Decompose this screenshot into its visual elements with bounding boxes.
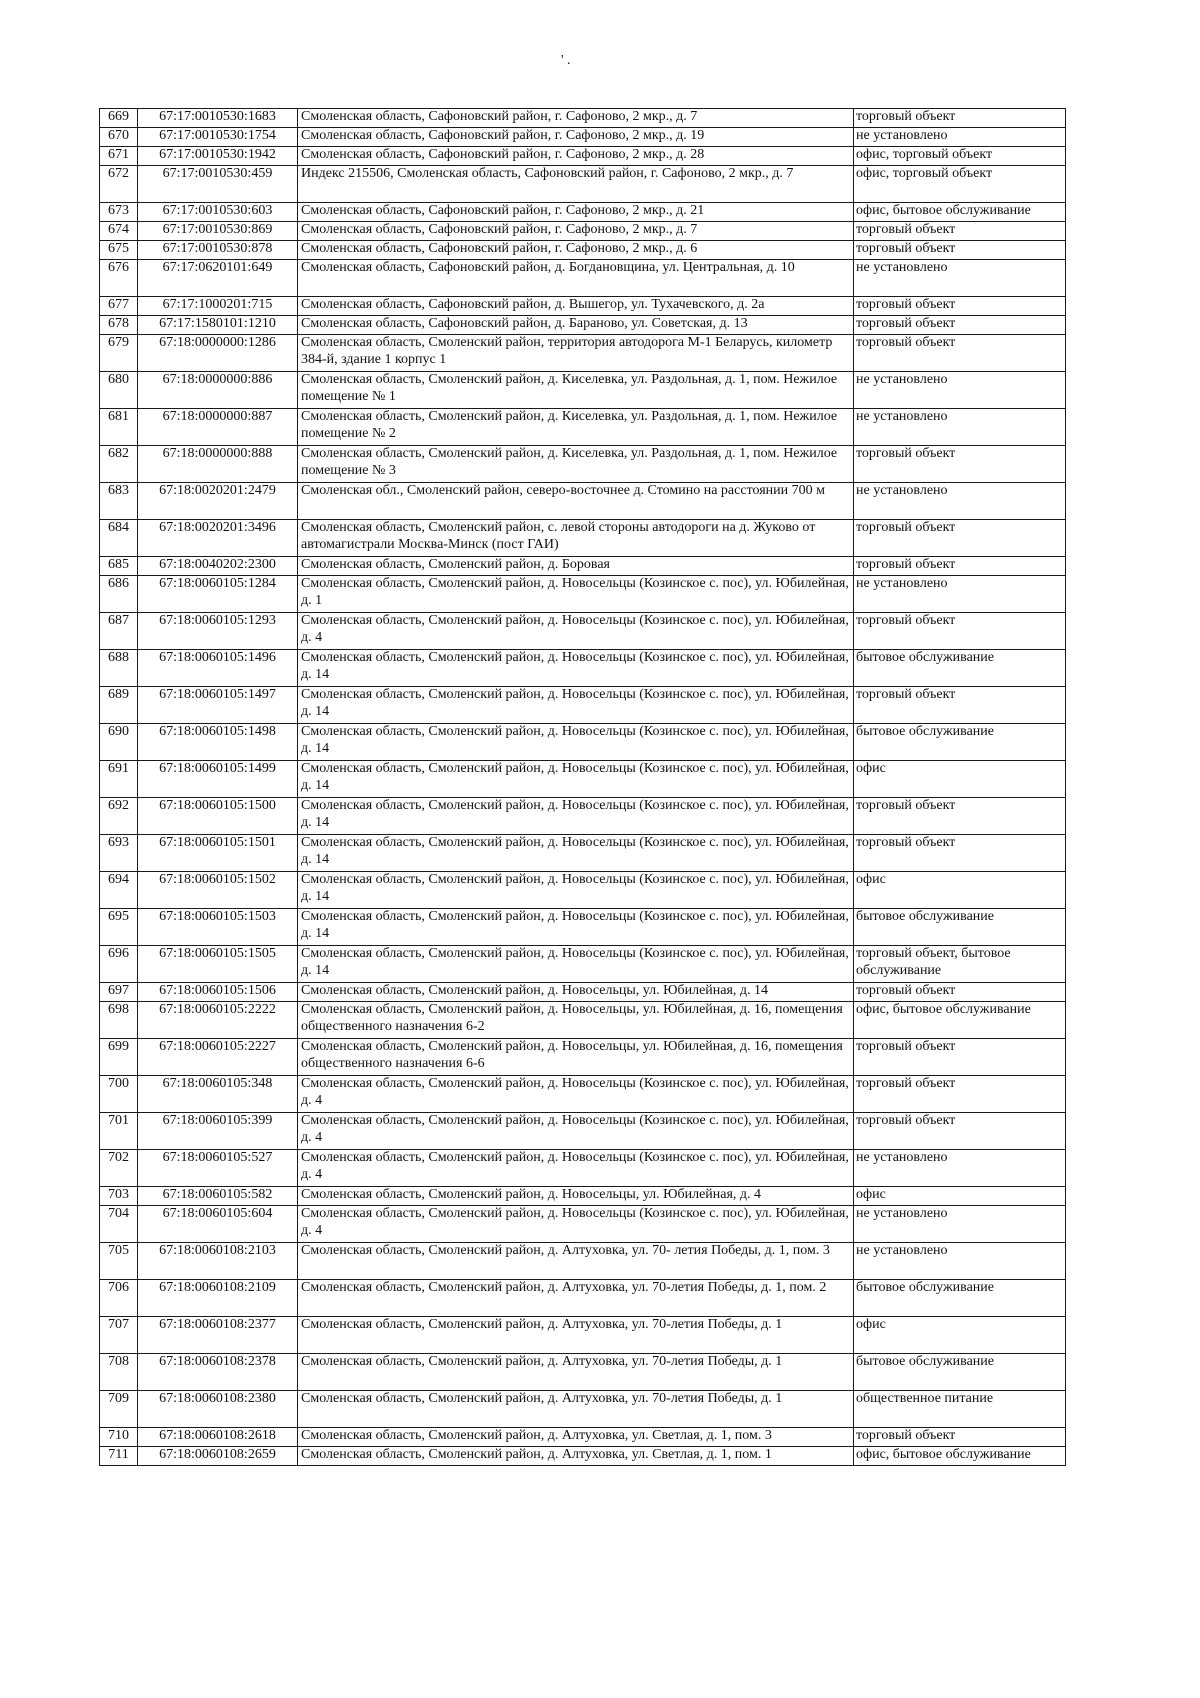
address: Смоленская область, Смоленский район, д. Киселевка, ул. Раздольная, д. 1, пом. Нежилое помещение № 1 (298, 372, 854, 409)
table-row (100, 483, 1066, 520)
table-row (100, 1113, 1066, 1150)
table-row (100, 1354, 1066, 1391)
address: Смоленская обл., Смоленский район, северо-восточнее д. Стомино на расстоянии 700 м (298, 483, 854, 520)
cadastral-number: 67:18:0000000:887 (138, 409, 298, 446)
table-row (100, 1428, 1066, 1447)
table-row (100, 260, 1066, 297)
table-row (100, 1002, 1066, 1039)
table-row (100, 1317, 1066, 1354)
address: Смоленская область, Смоленский район, д. Новосельцы (Козинское с. пос), ул. Юбилейная, д. 14 (298, 761, 854, 798)
usage-type: торговый объект (854, 557, 1066, 576)
usage-type: не установлено (854, 1150, 1066, 1187)
usage-type: торговый объект (854, 241, 1066, 260)
row-number: 700 (100, 1076, 138, 1113)
row-number: 676 (100, 260, 138, 297)
row-number: 710 (100, 1428, 138, 1447)
cadastral-number: 67:18:0000000:888 (138, 446, 298, 483)
table-row (100, 872, 1066, 909)
usage-type: торговый объект (854, 1039, 1066, 1076)
table-row (100, 946, 1066, 983)
cadastral-number: 67:18:0020201:3496 (138, 520, 298, 557)
table-body (100, 109, 1066, 1466)
row-number: 706 (100, 1280, 138, 1317)
usage-type: не установлено (854, 260, 1066, 297)
row-number: 684 (100, 520, 138, 557)
address: Смоленская область, Смоленский район, д. Новосельцы (Козинское с. пос), ул. Юбилейная, д. 14 (298, 650, 854, 687)
row-number: 678 (100, 316, 138, 335)
cadastral-number: 67:17:0010530:603 (138, 203, 298, 222)
row-number: 690 (100, 724, 138, 761)
row-number: 689 (100, 687, 138, 724)
cadastral-number: 67:18:0060105:582 (138, 1187, 298, 1206)
row-number: 691 (100, 761, 138, 798)
cadastral-number: 67:18:0060108:2103 (138, 1243, 298, 1280)
table-row (100, 761, 1066, 798)
usage-type: не установлено (854, 576, 1066, 613)
address: Смоленская область, Смоленский район, д. Новосельцы (Козинское с. пос), ул. Юбилейная, д. 4 (298, 1113, 854, 1150)
cadastral-number: 67:18:0060105:348 (138, 1076, 298, 1113)
row-number: 681 (100, 409, 138, 446)
table-row (100, 222, 1066, 241)
cadastral-number: 67:18:0060105:2222 (138, 1002, 298, 1039)
table-row (100, 1039, 1066, 1076)
address: Смоленская область, Смоленский район, д. Алтуховка, ул. Светлая, д. 1, пом. 1 (298, 1447, 854, 1466)
cadastral-number: 67:17:0010530:878 (138, 241, 298, 260)
address: Смоленская область, Смоленский район, д. Новосельцы (Козинское с. пос), ул. Юбилейная, д. 14 (298, 724, 854, 761)
cadastral-number: 67:17:0010530:1942 (138, 147, 298, 166)
address: Смоленская область, Сафоновский район, г. Сафоново, 2 мкр., д. 21 (298, 203, 854, 222)
usage-type: бытовое обслуживание (854, 724, 1066, 761)
table-row (100, 316, 1066, 335)
address: Смоленская область, Сафоновский район, г. Сафоново, 2 мкр., д. 28 (298, 147, 854, 166)
cadastral-number: 67:18:0060108:2378 (138, 1354, 298, 1391)
table-row (100, 1150, 1066, 1187)
cadastral-number: 67:17:0620101:649 (138, 260, 298, 297)
usage-type: бытовое обслуживание (854, 1354, 1066, 1391)
cadastral-number: 67:18:0060108:2380 (138, 1391, 298, 1428)
cadastral-number: 67:18:0060105:1501 (138, 835, 298, 872)
table-row (100, 835, 1066, 872)
row-number: 671 (100, 147, 138, 166)
table-row (100, 372, 1066, 409)
address: Смоленская область, Смоленский район, территория автодорога М-1 Беларусь, километр 384-й, здание 1 корпус 1 (298, 335, 854, 372)
table-row (100, 1280, 1066, 1317)
table-row (100, 109, 1066, 128)
row-number: 707 (100, 1317, 138, 1354)
usage-type: офис (854, 1317, 1066, 1354)
address: Смоленская область, Смоленский район, д. Новосельцы, ул. Юбилейная, д. 14 (298, 983, 854, 1002)
cadastral-number: 67:18:0020201:2479 (138, 483, 298, 520)
row-number: 708 (100, 1354, 138, 1391)
address: Смоленская область, Сафоновский район, г. Сафоново, 2 мкр., д. 19 (298, 128, 854, 147)
usage-type: торговый объект (854, 1076, 1066, 1113)
table-row (100, 1391, 1066, 1428)
table-row (100, 335, 1066, 372)
row-number: 702 (100, 1150, 138, 1187)
cadastral-number: 67:18:0060108:2109 (138, 1280, 298, 1317)
row-number: 692 (100, 798, 138, 835)
cadastral-number: 67:18:0060105:1293 (138, 613, 298, 650)
usage-type: торговый объект (854, 109, 1066, 128)
table-row (100, 909, 1066, 946)
usage-type: торговый объект (854, 297, 1066, 316)
usage-type: офис (854, 761, 1066, 798)
row-number: 686 (100, 576, 138, 613)
row-number: 669 (100, 109, 138, 128)
property-table (99, 108, 1066, 1466)
usage-type: торговый объект (854, 335, 1066, 372)
usage-type: офис, торговый объект (854, 147, 1066, 166)
cadastral-number: 67:17:1000201:715 (138, 297, 298, 316)
address: Смоленская область, Смоленский район, д. Новосельцы (Козинское с. пос), ул. Юбилейная, д. 14 (298, 946, 854, 983)
usage-type: торговый объект (854, 613, 1066, 650)
usage-type: офис (854, 1187, 1066, 1206)
cadastral-number: 67:18:0060105:527 (138, 1150, 298, 1187)
table-row (100, 297, 1066, 316)
address: Индекс 215506, Смоленская область, Сафоновский район, г. Сафоново, 2 мкр., д. 7 (298, 166, 854, 203)
address: Смоленская область, Смоленский район, д. Алтуховка, ул. Светлая, д. 1, пом. 3 (298, 1428, 854, 1447)
table-row (100, 1243, 1066, 1280)
cadastral-number: 67:18:0060105:604 (138, 1206, 298, 1243)
row-number: 682 (100, 446, 138, 483)
usage-type: торговый объект (854, 798, 1066, 835)
address: Смоленская область, Смоленский район, д. Новосельцы (Козинское с. пос), ул. Юбилейная, д. 14 (298, 872, 854, 909)
table-row (100, 128, 1066, 147)
usage-type: торговый объект (854, 316, 1066, 335)
row-number: 687 (100, 613, 138, 650)
usage-type: торговый объект (854, 520, 1066, 557)
cadastral-number: 67:17:0010530:1754 (138, 128, 298, 147)
usage-type: бытовое обслуживание (854, 650, 1066, 687)
row-number: 698 (100, 1002, 138, 1039)
table-row (100, 147, 1066, 166)
address: Смоленская область, Смоленский район, д. Боровая (298, 557, 854, 576)
usage-type: торговый объект (854, 1113, 1066, 1150)
table-row (100, 650, 1066, 687)
address: Смоленская область, Сафоновский район, г. Сафоново, 2 мкр., д. 7 (298, 222, 854, 241)
address: Смоленская область, Сафоновский район, д. Богдановщина, ул. Центральная, д. 10 (298, 260, 854, 297)
usage-type: торговый объект (854, 1428, 1066, 1447)
usage-type: не установлено (854, 409, 1066, 446)
table-row (100, 1076, 1066, 1113)
row-number: 672 (100, 166, 138, 203)
usage-type: офис (854, 872, 1066, 909)
usage-type: офис, торговый объект (854, 166, 1066, 203)
address: Смоленская область, Смоленский район, д. Новосельцы (Козинское с. пос), ул. Юбилейная, д. 14 (298, 909, 854, 946)
address: Смоленская область, Сафоновский район, г. Сафоново, 2 мкр., д. 7 (298, 109, 854, 128)
cadastral-number: 67:18:0060105:1499 (138, 761, 298, 798)
table-row (100, 1447, 1066, 1466)
row-number: 699 (100, 1039, 138, 1076)
cadastral-number: 67:18:0060105:1500 (138, 798, 298, 835)
row-number: 679 (100, 335, 138, 372)
usage-type: не установлено (854, 372, 1066, 409)
usage-type: не установлено (854, 128, 1066, 147)
usage-type: не установлено (854, 483, 1066, 520)
address: Смоленская область, Смоленский район, д. Киселевка, ул. Раздольная, д. 1, пом. Нежилое помещение № 2 (298, 409, 854, 446)
usage-type: торговый объект (854, 835, 1066, 872)
cadastral-number: 67:17:1580101:1210 (138, 316, 298, 335)
address: Смоленская область, Сафоновский район, д. Вышегор, ул. Тухачевского, д. 2а (298, 297, 854, 316)
address: Смоленская область, Сафоновский район, г. Сафоново, 2 мкр., д. 6 (298, 241, 854, 260)
cadastral-number: 67:18:0040202:2300 (138, 557, 298, 576)
cadastral-number: 67:18:0060105:2227 (138, 1039, 298, 1076)
address: Смоленская область, Смоленский район, д. Алтуховка, ул. 70-летия Победы, д. 1, пом. 2 (298, 1280, 854, 1317)
usage-type: торговый объект (854, 687, 1066, 724)
address: Смоленская область, Смоленский район, д. Алтуховка, ул. 70- летия Победы, д. 1, пом. 3 (298, 1243, 854, 1280)
usage-type: торговый объект (854, 446, 1066, 483)
table-row (100, 520, 1066, 557)
usage-type: офис, бытовое обслуживание (854, 203, 1066, 222)
address: Смоленская область, Смоленский район, д. Новосельцы (Козинское с. пос), ул. Юбилейная, д. 4 (298, 1076, 854, 1113)
usage-type: общественное питание (854, 1391, 1066, 1428)
cadastral-number: 67:17:0010530:1683 (138, 109, 298, 128)
row-number: 697 (100, 983, 138, 1002)
row-number: 704 (100, 1206, 138, 1243)
usage-type: торговый объект (854, 983, 1066, 1002)
row-number: 705 (100, 1243, 138, 1280)
table-row (100, 409, 1066, 446)
table-row (100, 687, 1066, 724)
usage-type: не установлено (854, 1243, 1066, 1280)
cadastral-number: 67:18:0000000:1286 (138, 335, 298, 372)
cadastral-number: 67:18:0060108:2659 (138, 1447, 298, 1466)
cadastral-number: 67:18:0060105:1496 (138, 650, 298, 687)
row-number: 673 (100, 203, 138, 222)
cadastral-number: 67:18:0060108:2377 (138, 1317, 298, 1354)
page-mark: ' . (561, 53, 571, 68)
cadastral-number: 67:18:0060105:1497 (138, 687, 298, 724)
cadastral-number: 67:17:0010530:869 (138, 222, 298, 241)
table-row (100, 557, 1066, 576)
cadastral-number: 67:17:0010530:459 (138, 166, 298, 203)
address: Смоленская область, Смоленский район, д. Новосельцы (Козинское с. пос), ул. Юбилейная, д. 4 (298, 1206, 854, 1243)
address: Смоленская область, Смоленский район, д. Алтуховка, ул. 70-летия Победы, д. 1 (298, 1391, 854, 1428)
address: Смоленская область, Сафоновский район, д. Бараново, ул. Советская, д. 13 (298, 316, 854, 335)
usage-type: не установлено (854, 1206, 1066, 1243)
address: Смоленская область, Смоленский район, д. Алтуховка, ул. 70-летия Победы, д. 1 (298, 1317, 854, 1354)
address: Смоленская область, Смоленский район, д. Новосельцы, ул. Юбилейная, д. 16, помещения общественного назначения 6-2 (298, 1002, 854, 1039)
address: Смоленская область, Смоленский район, с. левой стороны автодороги на д. Жуково от автомагистрали Москва-Минск (пост ГАИ) (298, 520, 854, 557)
usage-type: торговый объект, бытовое обслуживание (854, 946, 1066, 983)
cadastral-number: 67:18:0060105:1505 (138, 946, 298, 983)
usage-type: бытовое обслуживание (854, 909, 1066, 946)
address: Смоленская область, Смоленский район, д. Новосельцы (Козинское с. пос), ул. Юбилейная, д. 14 (298, 798, 854, 835)
address: Смоленская область, Смоленский район, д. Новосельцы (Козинское с. пос), ул. Юбилейная, д. 14 (298, 835, 854, 872)
row-number: 701 (100, 1113, 138, 1150)
row-number: 683 (100, 483, 138, 520)
address: Смоленская область, Смоленский район, д. Алтуховка, ул. 70-летия Победы, д. 1 (298, 1354, 854, 1391)
table-row (100, 576, 1066, 613)
address: Смоленская область, Смоленский район, д. Новосельцы (Козинское с. пос), ул. Юбилейная, д. 1 (298, 576, 854, 613)
row-number: 695 (100, 909, 138, 946)
row-number: 694 (100, 872, 138, 909)
row-number: 696 (100, 946, 138, 983)
address: Смоленская область, Смоленский район, д. Новосельцы, ул. Юбилейная, д. 4 (298, 1187, 854, 1206)
cadastral-number: 67:18:0060105:1503 (138, 909, 298, 946)
table-row (100, 1187, 1066, 1206)
cadastral-number: 67:18:0000000:886 (138, 372, 298, 409)
row-number: 709 (100, 1391, 138, 1428)
table-row (100, 724, 1066, 761)
row-number: 711 (100, 1447, 138, 1466)
usage-type: бытовое обслуживание (854, 1280, 1066, 1317)
usage-type: офис, бытовое обслуживание (854, 1002, 1066, 1039)
row-number: 685 (100, 557, 138, 576)
cadastral-number: 67:18:0060105:1502 (138, 872, 298, 909)
row-number: 703 (100, 1187, 138, 1206)
row-number: 693 (100, 835, 138, 872)
address: Смоленская область, Смоленский район, д. Новосельцы (Козинское с. пос), ул. Юбилейная, д. 14 (298, 687, 854, 724)
table-row (100, 798, 1066, 835)
table-row (100, 983, 1066, 1002)
table-row (100, 613, 1066, 650)
address: Смоленская область, Смоленский район, д. Новосельцы, ул. Юбилейная, д. 16, помещения общественного назначения 6-6 (298, 1039, 854, 1076)
row-number: 675 (100, 241, 138, 260)
cadastral-number: 67:18:0060105:399 (138, 1113, 298, 1150)
table-row (100, 1206, 1066, 1243)
usage-type: офис, бытовое обслуживание (854, 1447, 1066, 1466)
usage-type: торговый объект (854, 222, 1066, 241)
row-number: 677 (100, 297, 138, 316)
address: Смоленская область, Смоленский район, д. Новосельцы (Козинское с. пос), ул. Юбилейная, д. 4 (298, 613, 854, 650)
row-number: 670 (100, 128, 138, 147)
cadastral-number: 67:18:0060105:1498 (138, 724, 298, 761)
address: Смоленская область, Смоленский район, д. Новосельцы (Козинское с. пос), ул. Юбилейная, д. 4 (298, 1150, 854, 1187)
row-number: 674 (100, 222, 138, 241)
table-row (100, 241, 1066, 260)
cadastral-number: 67:18:0060108:2618 (138, 1428, 298, 1447)
cadastral-number: 67:18:0060105:1506 (138, 983, 298, 1002)
table-row (100, 203, 1066, 222)
cadastral-number: 67:18:0060105:1284 (138, 576, 298, 613)
row-number: 688 (100, 650, 138, 687)
row-number: 680 (100, 372, 138, 409)
address: Смоленская область, Смоленский район, д. Киселевка, ул. Раздольная, д. 1, пом. Нежилое помещение № 3 (298, 446, 854, 483)
table-row (100, 166, 1066, 203)
table-row (100, 446, 1066, 483)
